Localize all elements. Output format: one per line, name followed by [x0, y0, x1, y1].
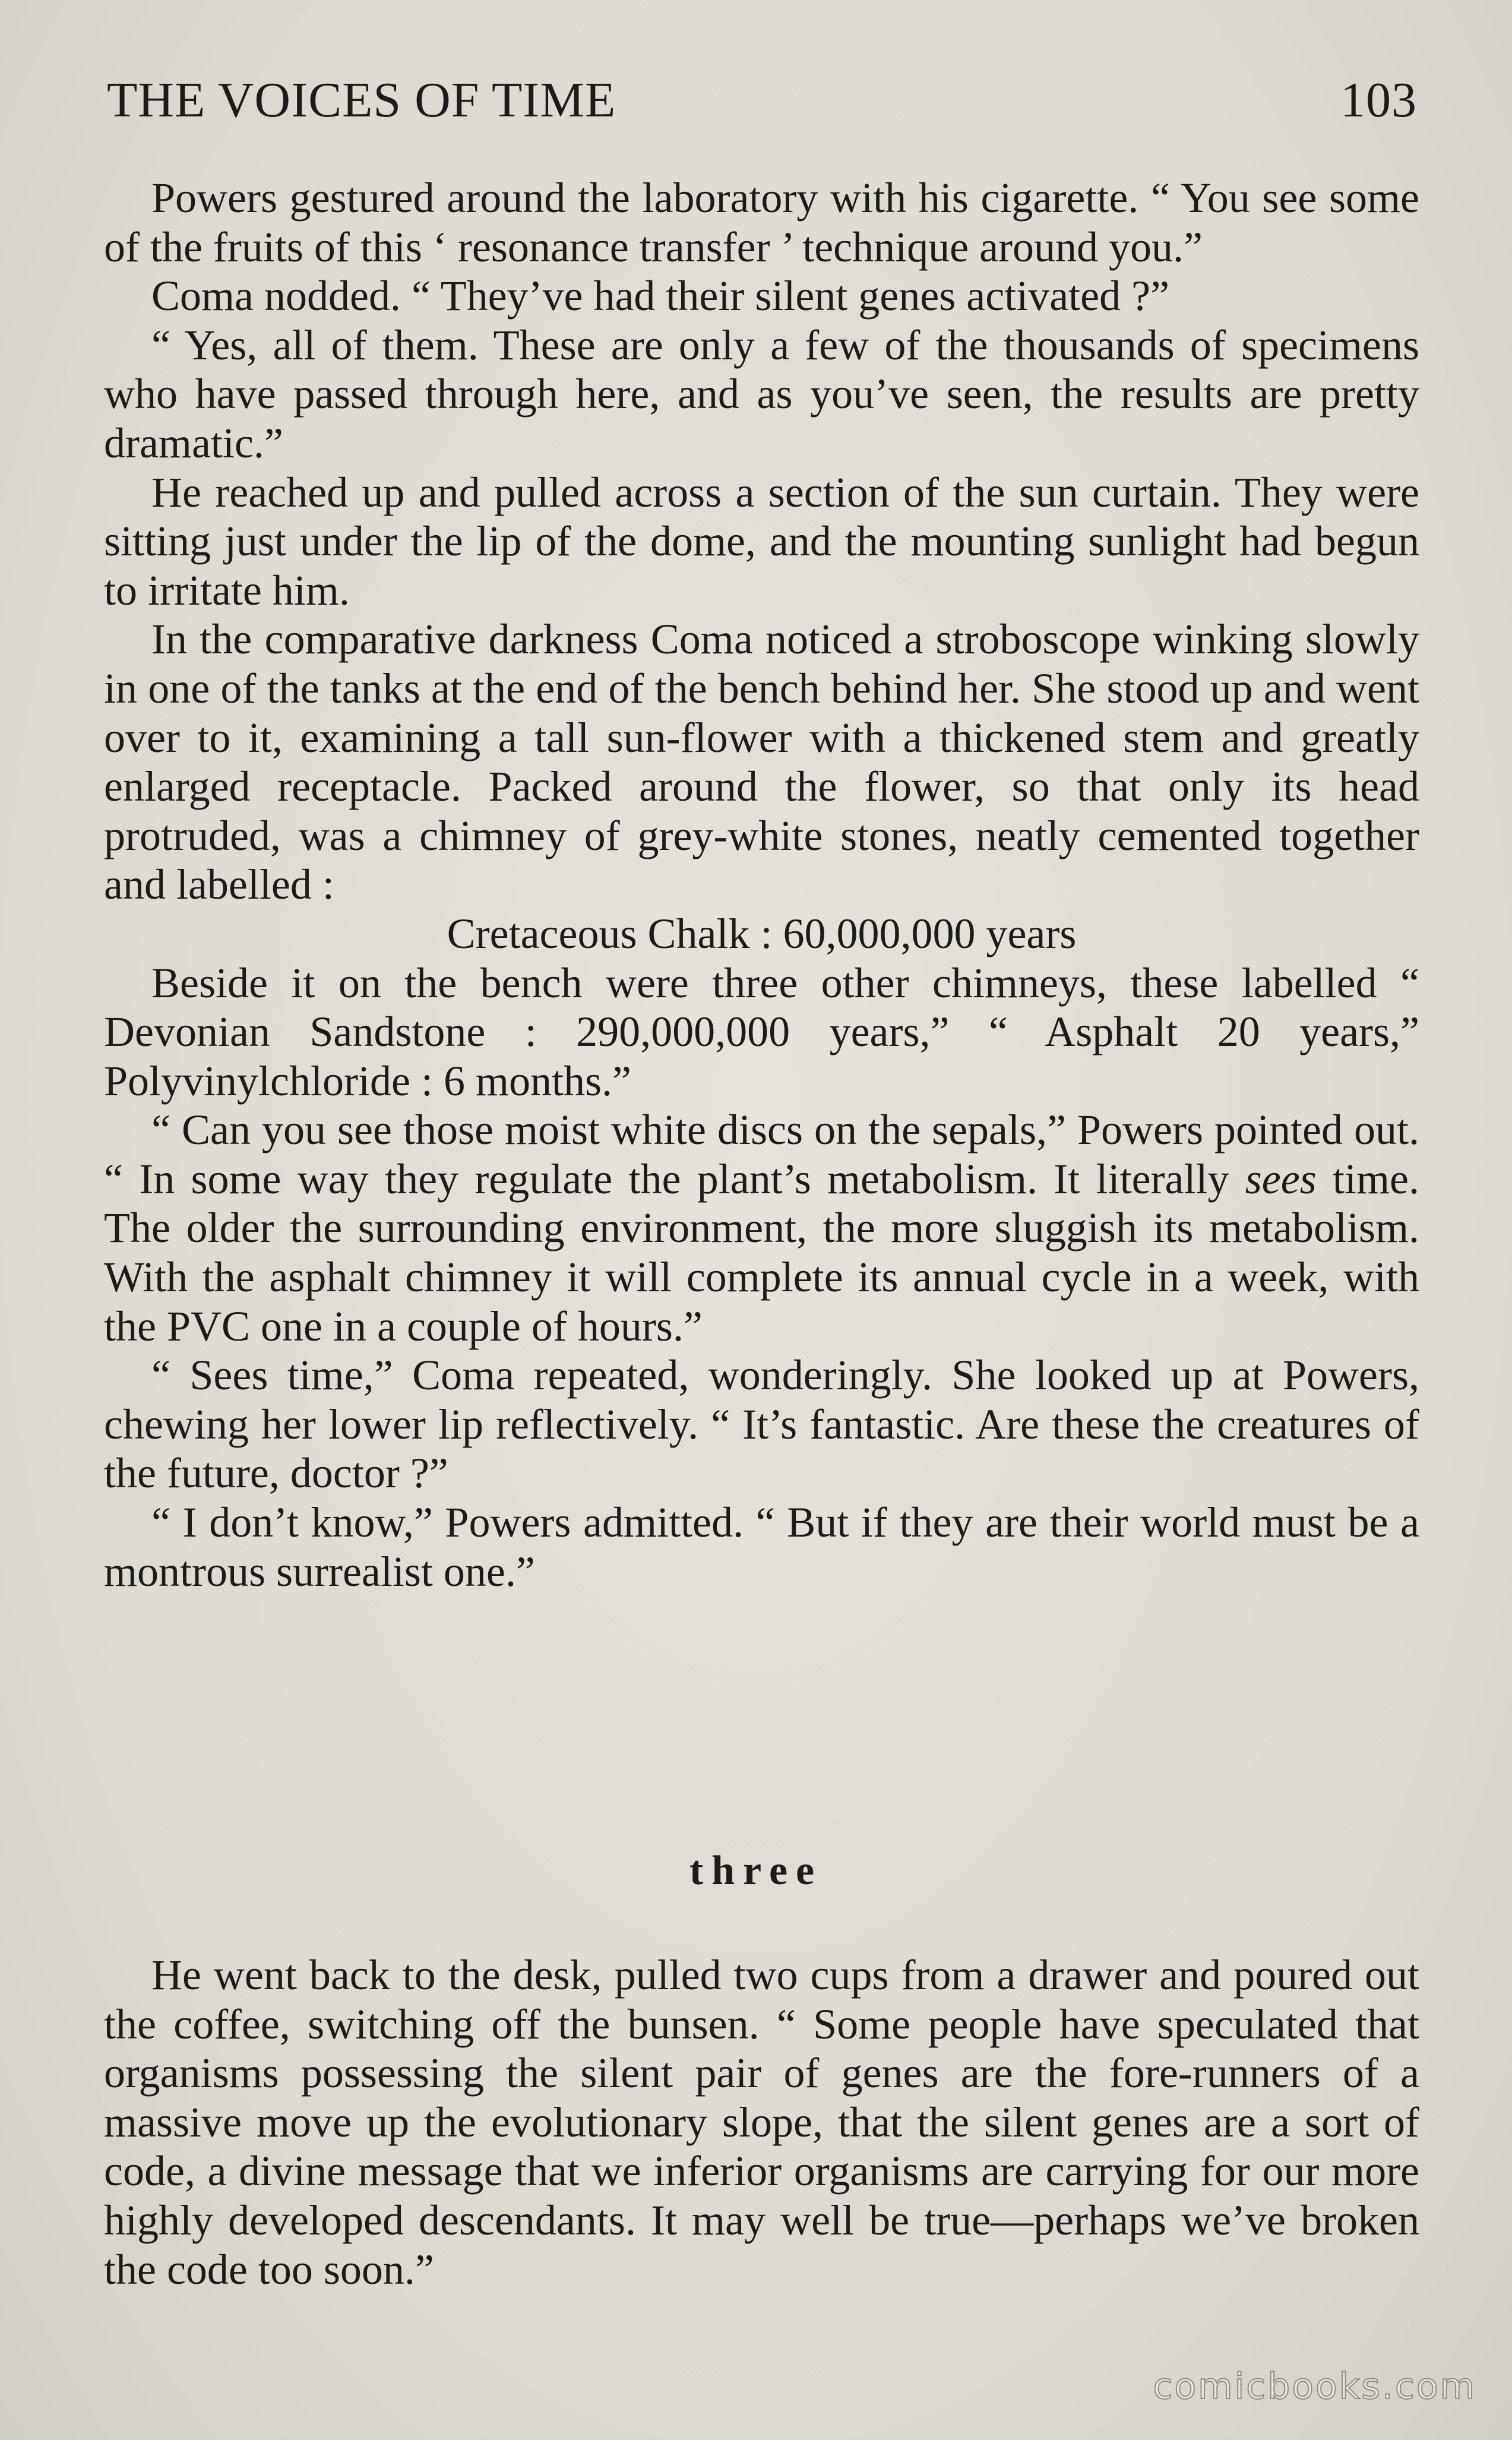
paragraph: “ Yes, all of them. These are only a few of the thousands of specimens who have passed through here, and as you’ve seen, the results are pretty dramatic.”: [104, 321, 1419, 467]
watermark: comicbooks.com: [1153, 2366, 1476, 2407]
centered-label-line: Cretaceous Chalk : 60,000,000 years: [447, 909, 1077, 957]
running-title: THE VOICES OF TIME: [107, 72, 616, 128]
paragraph: Beside it on the bench were three other chimneys, these labelled “ Devonian Sandstone : 290,000,000 years,” “ Asphalt 20 years,” Polyvinylchloride : 6 months.”: [104, 959, 1419, 1105]
paragraph-part: “ Can you see those moist white discs on the sepals,” Powers pointed out. “ In some way they regulate the plant’s metabolism. It literally: [104, 1106, 1419, 1203]
running-header: [107, 71, 1417, 137]
paragraph: He went back to the desk, pulled two cups from a drawer and poured out the coffee, switching off the bunsen. “ Some people have speculated that organisms possessing the silent pair of genes are the fore-runners of a massive move up the evolutionary slope, that the silent genes are a sort of code, a divine message that we inferior organisms are carrying for our more highly developed descendants. It may well be true—perhaps we’ve broken the code too soon.”: [104, 1951, 1419, 2293]
paragraph: [104, 1105, 1419, 1351]
paragraph: In the comparative darkness Coma noticed a stroboscope winking slowly in one of the tanks at the end of the bench behind her. She stood up and went over to it, examining a tall sun-flower with a thickened stem and greatly enlarged receptacle. Packed around the flower, so that only its head protruded, was a chimney of grey-white stones, neatly cemented together and labelled :: [104, 615, 1419, 909]
body-text: [104, 173, 1419, 1596]
paragraph: Powers gestured around the laboratory with his cigarette. “ You see some of the fruits of this ‘ resonance transfer ’ technique around you.”: [104, 174, 1419, 271]
paragraph: He reached up and pulled across a section of the sun curtain. They were sitting just under the lip of the dome, and the mounting sunlight had begun to irritate him.: [104, 468, 1419, 614]
body-text-after-heading: [104, 1951, 1419, 2294]
emphasis-word: sees: [1245, 1155, 1317, 1203]
paragraph: “ Sees time,” Coma repeated, wonderingly. She looked up at Powers, chewing her lower lip reflectively. “ It’s fantastic. Are these the creatures of the future, doctor ?”: [104, 1351, 1419, 1497]
paragraph: “ I don’t know,” Powers admitted. “ But if they are their world must be a montrous surrealist one.”: [104, 1499, 1419, 1595]
section-heading: three: [689, 1848, 823, 1894]
paragraph: Coma nodded. “ They’ve had their silent genes activated ?”: [151, 272, 1170, 320]
page-number: 103: [1340, 72, 1417, 128]
paragraph-part: time. The older the surrounding environment, the more sluggish its metabolism. With the asphalt chimney it will complete its annual cycle in a week, with the PVC one in a couple of hours.”: [104, 1155, 1420, 1350]
